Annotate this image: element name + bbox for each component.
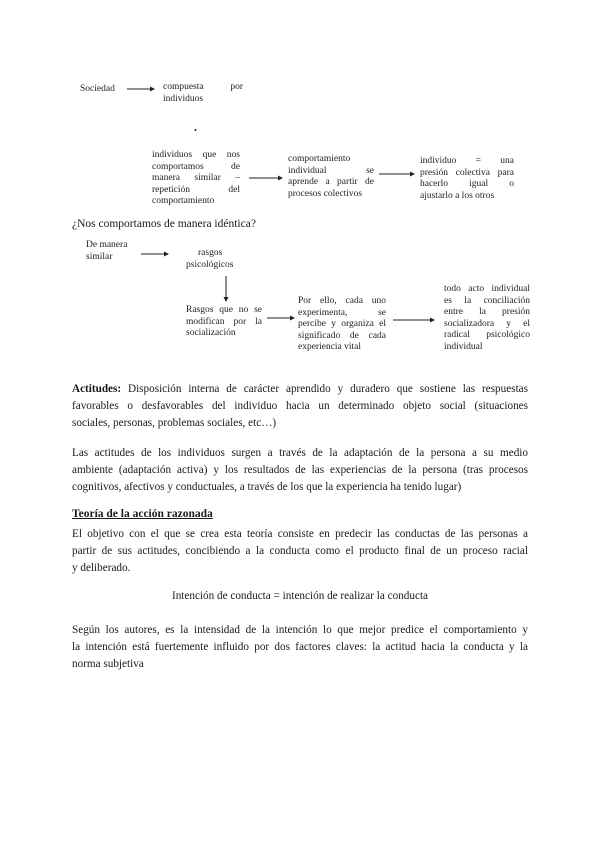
text-line: hacerlo igual o bbox=[420, 179, 514, 190]
arrow-icon bbox=[378, 170, 416, 178]
diagram2-de-manera bbox=[86, 240, 146, 263]
text-line: individual bbox=[444, 341, 483, 352]
formula-line: Intención de conducta = intención de realizar la conducta bbox=[171, 590, 429, 602]
text-line: individuos bbox=[163, 93, 204, 104]
text-line: todo acto individual bbox=[444, 284, 530, 294]
text-line: la intención está fuertemente influido por dos factores claves: la actitud hacia la conducta y la bbox=[72, 640, 528, 653]
text-line: similar bbox=[86, 251, 113, 262]
arrow-icon bbox=[248, 174, 284, 182]
diagram2-box3 bbox=[444, 284, 530, 354]
text-line: rasgos bbox=[198, 248, 223, 258]
text-line: procesos colectivos bbox=[288, 188, 363, 199]
text-line bbox=[72, 381, 528, 398]
text-line: Las actitudes de los individuos surgen a través de la adaptación de la persona a su medio bbox=[72, 447, 528, 459]
arrow-icon bbox=[126, 85, 156, 93]
arrow-icon bbox=[266, 314, 296, 322]
diagram1-box2 bbox=[288, 154, 374, 200]
text-line: presión colectiva para bbox=[420, 167, 514, 178]
arrow-icon bbox=[140, 250, 170, 258]
text-line: ajustarlo a los otros bbox=[420, 190, 495, 201]
text-line: ambiente (adaptación activa) y los resultados de las experiencias de la persona (tras procesos bbox=[72, 463, 528, 476]
diagram2-box1 bbox=[186, 305, 262, 340]
text-line: aprende a partir de bbox=[288, 177, 374, 188]
text-line: De manera bbox=[86, 240, 128, 250]
adaptation-paragraph bbox=[72, 445, 528, 495]
text-line: cognitivos, afectivos y conductuales, a través de los que la experiencia ha tenido lugar) bbox=[72, 480, 462, 493]
diagram1-box3 bbox=[420, 156, 514, 202]
section-heading: Teoría de la acción razonada bbox=[72, 508, 213, 520]
text-line: experiencia vital bbox=[298, 342, 362, 353]
actitudes-paragraph bbox=[72, 381, 528, 431]
teoria-paragraph bbox=[72, 526, 528, 576]
text-line: psicológicos bbox=[186, 259, 234, 270]
text-line: y deliberado. bbox=[72, 561, 131, 574]
text-line: socializadora y el bbox=[444, 318, 530, 329]
text-line: Rasgos que no se bbox=[186, 305, 262, 315]
text-line: manera similar – bbox=[152, 173, 240, 184]
actitudes-term: Actitudes: bbox=[72, 383, 122, 395]
autores-paragraph bbox=[72, 622, 528, 672]
text-line: socialización bbox=[186, 328, 236, 339]
text-line: Por ello, cada uno bbox=[298, 296, 386, 306]
actitudes-text: Disposición interna de carácter aprendido y duradero que sostiene las respuestas bbox=[127, 383, 528, 395]
down-arrow-icon bbox=[222, 275, 230, 303]
text-line: repetición del bbox=[152, 184, 240, 195]
text-line: experimenta, se bbox=[298, 307, 386, 318]
text-line: El objetivo con el que se crea esta teoría consiste en predecir las conductas de las personas a bbox=[72, 528, 528, 540]
text-line: modifican por la bbox=[186, 316, 262, 327]
text-line: norma subjetiva bbox=[72, 657, 144, 670]
text-line: percibe y organiza el bbox=[298, 319, 386, 330]
text-line: radical psicológico bbox=[444, 330, 530, 341]
text-line: partir de sus actitudes, concibiendo a la conducta como el producto final de un proceso racial bbox=[72, 544, 528, 557]
text-line: compuesta por bbox=[163, 82, 243, 92]
text-line: significado de cada bbox=[298, 330, 386, 341]
question-heading: ¿Nos comportamos de manera idéntica? bbox=[72, 218, 256, 230]
diagram2-rasgos bbox=[186, 248, 256, 271]
text-line: comportamiento bbox=[288, 154, 351, 164]
text-line: es la conciliación bbox=[444, 295, 530, 306]
diagram1-compuesta bbox=[163, 82, 243, 105]
text-line: entre la presión bbox=[444, 307, 530, 318]
text-line: comportamos de bbox=[152, 161, 240, 172]
text-line: individual se bbox=[288, 165, 374, 176]
text-line: favorables o desfavorables del individuo hacia un determinado objeto social (situaciones bbox=[72, 399, 528, 412]
bullet-dot: • bbox=[194, 126, 197, 135]
text-line: Según los autores, es la intensidad de la intención lo que mejor predice el comportamiento y bbox=[72, 624, 528, 636]
text-line: comportamiento bbox=[152, 196, 215, 207]
arrow-icon bbox=[392, 316, 436, 324]
diagram2-box2 bbox=[298, 296, 386, 354]
text-line: individuo = una bbox=[420, 156, 514, 166]
text-line: individuos que nos bbox=[152, 150, 240, 160]
text-line: sociales, personas, problemas sociales, etc…) bbox=[72, 416, 277, 429]
diagram1-sociedad: Sociedad bbox=[80, 84, 115, 94]
diagram1-box1 bbox=[152, 150, 240, 208]
